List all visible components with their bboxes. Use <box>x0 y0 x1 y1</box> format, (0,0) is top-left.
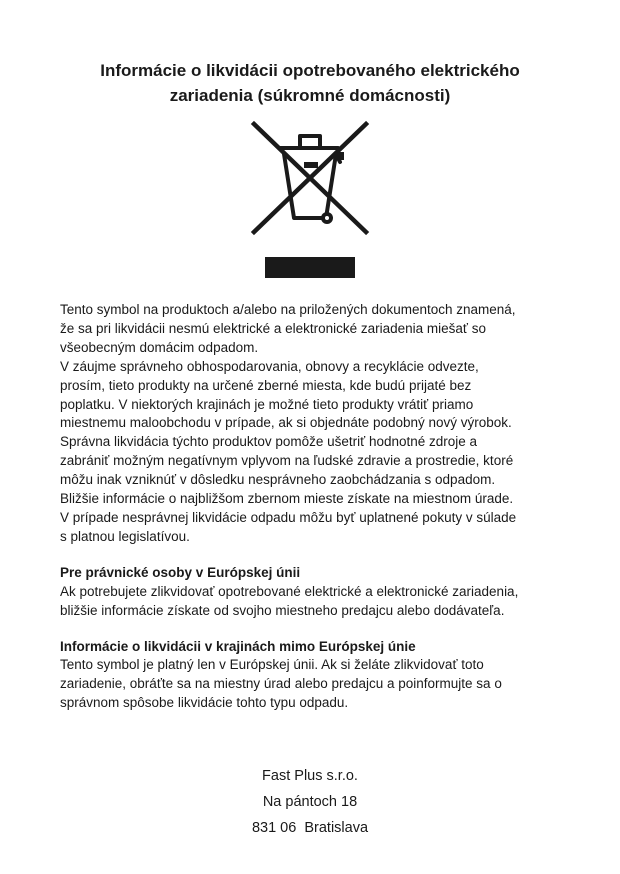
weee-solid-bar <box>265 257 355 278</box>
company-city: 831 06 Bratislava <box>251 820 369 836</box>
company-street: Na pántoch 18 <box>262 794 358 810</box>
text-line: V záujme správneho obhospodarovania, obnovy a recyklácie odvezte, <box>60 358 479 374</box>
section-heading: Pre právnické osoby v Európskej únii <box>60 564 301 580</box>
text-line: môžu inak vzniknúť v dôsledku nesprávneho zaobchádzania s odpadom. <box>60 472 496 488</box>
text-line: poplatku. V niektorých krajinách je možné tieto produkty vrátiť priamo <box>60 396 474 412</box>
text-line: Bližšie informácie o najbližšom zbernom mieste získate na miestnom úrade. <box>60 491 514 507</box>
text-line: s platnou legislatívou. <box>60 528 190 544</box>
title-line-2: zariadenia (súkromné domácnosti) <box>169 86 451 105</box>
title-line-1: Informácie o likvidácii opotrebovaného elektrického <box>100 61 520 80</box>
section-outside-eu <box>60 638 580 714</box>
text-line: Ak potrebujete zlikvidovať opotrebované elektrické a elektronické zariadenia, <box>60 583 519 599</box>
body-text <box>60 301 580 713</box>
text-line: zariadenie, obráťte sa na miestny úrad alebo predajcu a poinformujte sa o <box>60 676 502 692</box>
text-line: zabrániť možným negatívnym vplyvom na ľudské zdravie a prostredie, ktoré <box>60 453 514 469</box>
text-line: miestnemu maloobchodu v prípade, ak si objednáte podobný nový výrobok. <box>60 415 512 431</box>
text-line: prosím, tieto produkty na určené zberné miesta, kde budú prijaté bez <box>60 377 472 393</box>
text-line: že sa pri likvidácii nesmú elektrické a elektronické zariadenia miešať so <box>60 320 486 336</box>
text-line: všeobecným domácim odpadom. <box>60 339 259 355</box>
text-line: správnom spôsobe likvidácie tohto typu odpadu. <box>60 695 349 711</box>
section-heading: Informácie o likvidácii v krajinách mimo Európskej únie <box>60 638 416 654</box>
text-line: Správna likvidácia týchto produktov pomôže ušetriť hodnotné zdroje a <box>60 434 478 450</box>
company-name: Fast Plus s.r.o. <box>262 768 358 784</box>
text-line: V prípade nesprávnej likvidácie odpadu môžu byť uplatnené pokuty v súlade <box>60 509 517 525</box>
paragraph-general <box>60 301 580 547</box>
company-address <box>160 763 460 841</box>
text-line: bližšie informácie získate od svojho miestneho predajcu alebo dodávateľa. <box>60 602 505 618</box>
text-line: Tento symbol je platný len v Európskej únii. Ak si želáte zlikvidovať toto <box>60 657 484 673</box>
section-legal-entities <box>60 564 580 621</box>
text-line: Tento symbol na produktoch a/alebo na priložených dokumentoch znamená, <box>60 302 516 317</box>
crossed-out-wheelie-bin-icon <box>244 118 376 280</box>
page-title <box>40 58 580 108</box>
